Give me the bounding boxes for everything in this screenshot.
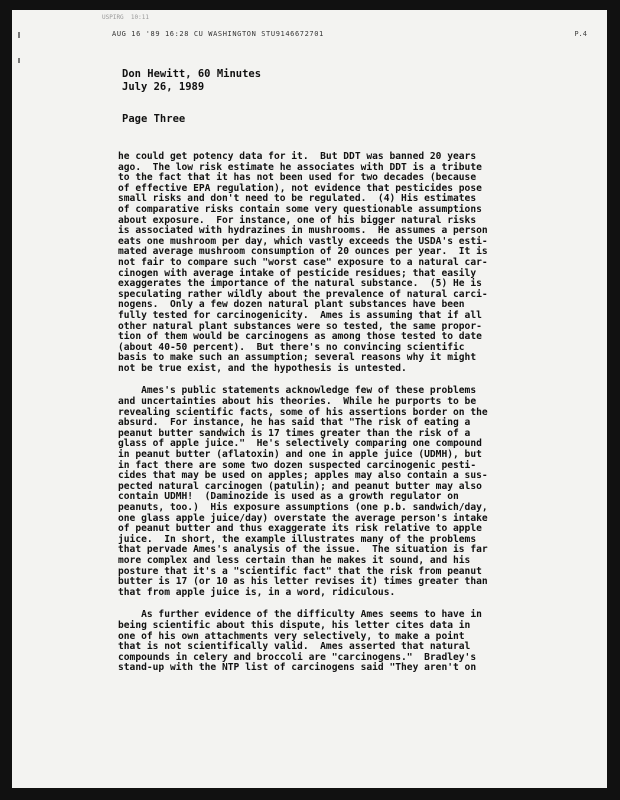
text-line: one of his own attachments very selectively, to make a point — [118, 630, 465, 642]
text-line: other natural plant substances were so tested, the same propor- — [118, 320, 482, 332]
text-line: not be true exist, and the hypothesis is untested. — [118, 362, 407, 374]
text-line: basis to make such an assumption; several reasons why it might — [118, 352, 477, 364]
text-line: speculating rather wildly about the prevalence of natural carci- — [118, 288, 488, 300]
text-line: peanuts, too.) His exposure assumptions (one p.b. sandwich/day, — [118, 502, 488, 513]
text-line: tion of them would be carcinogens as among those tested to date — [118, 331, 482, 343]
text-line: of peanut butter and thus exaggerate its risk relative to apple — [118, 523, 482, 535]
text-line: glass of apple juice." He's selectively comparing one compound — [118, 438, 482, 450]
page-label: Page Three — [122, 113, 186, 125]
text-line: posture that it's a "scientific fact" that the risk from peanut — [118, 565, 482, 577]
addressee: Don Hewitt, 60 Minutes — [122, 68, 262, 80]
text-line: not fair to compare such "worst case" exposure to a natural car- — [118, 256, 488, 268]
text-line: of effective EPA regulation), not evidence that pesticides pose — [118, 182, 482, 194]
text-line: exaggerates the importance of the natural substance. (5) He is — [118, 278, 482, 290]
text-line: that pervade Ames's analysis of the issue. The situation is far — [118, 544, 488, 556]
text-line: mated average mushroom consumption of 20 ounces per year. It is — [118, 246, 488, 258]
text-line: that is not scientifically valid. Ames asserted that natural — [118, 641, 471, 653]
text-line: to the fact that it has not been used for two decades (because — [118, 172, 477, 184]
text-line: butter is 17 (or 10 as his letter revises it) times greater than — [118, 576, 488, 588]
text-line: juice. In short, the example illustrates many of the problems — [118, 533, 477, 545]
text-line: eats one mushroom per day, which vastly exceeds the USDA's esti- — [118, 235, 488, 247]
paragraph-3 — [118, 610, 558, 674]
text-line: in fact there are some two dozen suspected carcinogenic pesti- — [118, 459, 477, 471]
margin-mark — [18, 58, 20, 63]
text-line: cinogen with average intake of pesticide residues; that easily — [118, 267, 477, 279]
text-line: more complex and less certain than he makes it sound, and his — [118, 554, 471, 566]
text-line: one glass apple juice/day) overstate the average person's intake — [118, 512, 488, 524]
letter-header — [122, 68, 261, 94]
faint-fax-text: USPIRG 10:11 — [102, 14, 149, 21]
text-line: ago. The low risk estimate he associates with DDT is a tribute — [118, 161, 482, 173]
text-line: absurd. For instance, he has said that "The risk of eating a — [118, 417, 471, 429]
text-line: Ames's public statements acknowledge few of these problems — [118, 385, 477, 397]
document-page — [12, 10, 607, 788]
text-line: he could get potency data for it. But DDT was banned 20 years — [118, 151, 477, 162]
text-line: small risks and don't need to be regulated. (4) His estimates — [118, 193, 477, 205]
text-line: pected natural carcinogen (patulin); and peanut butter may also — [118, 480, 482, 492]
letter-body — [118, 152, 558, 674]
text-line: (about 40-50 percent). But there's no convincing scientific — [118, 341, 465, 353]
text-line: cides that may be used on apples; apples may also contain a sus- — [118, 470, 488, 482]
text-line: and uncertainties about his theories. While he purports to be — [118, 396, 477, 408]
text-line: nogens. Only a few dozen natural plant substances have been — [118, 299, 465, 311]
paragraph-2 — [118, 386, 558, 598]
fax-page-mark: P.4 — [574, 30, 587, 38]
text-line: peanut butter sandwich is 17 times greater than the risk of a — [118, 427, 471, 439]
margin-mark — [18, 32, 20, 38]
text-line: is associated with hydrazines in mushrooms. He assumes a person — [118, 225, 488, 237]
letter-date: July 26, 1989 — [122, 81, 205, 93]
text-line: about exposure. For instance, one of his bigger natural risks — [118, 214, 477, 226]
text-line: that from apple juice is, in a word, ridiculous. — [118, 586, 396, 598]
text-line: stand-up with the NTP list of carcinogens said "They aren't on — [118, 662, 477, 674]
text-line: As further evidence of the difficulty Ames seems to have in — [118, 609, 482, 621]
text-line: being scientific about this dispute, his letter cites data in — [118, 619, 471, 631]
text-line: of comparative risks contain some very questionable assumptions — [118, 203, 482, 215]
text-line: contain UDMH! (Daminozide is used as a growth regulator on — [118, 491, 459, 503]
text-line: compounds in celery and broccoli are "carcinogens." Bradley's — [118, 651, 477, 663]
fax-header-line: AUG 16 '89 16:28 CU WASHINGTON STU9146672701 — [112, 30, 324, 38]
text-line: fully tested for carcinogenicity. Ames is assuming that if all — [118, 309, 482, 321]
text-line: revealing scientific facts, some of his assertions border on the — [118, 406, 488, 418]
paragraph-1 — [118, 152, 558, 374]
text-line: in peanut butter (aflatoxin) and one in apple juice (UDMH), but — [118, 449, 482, 461]
